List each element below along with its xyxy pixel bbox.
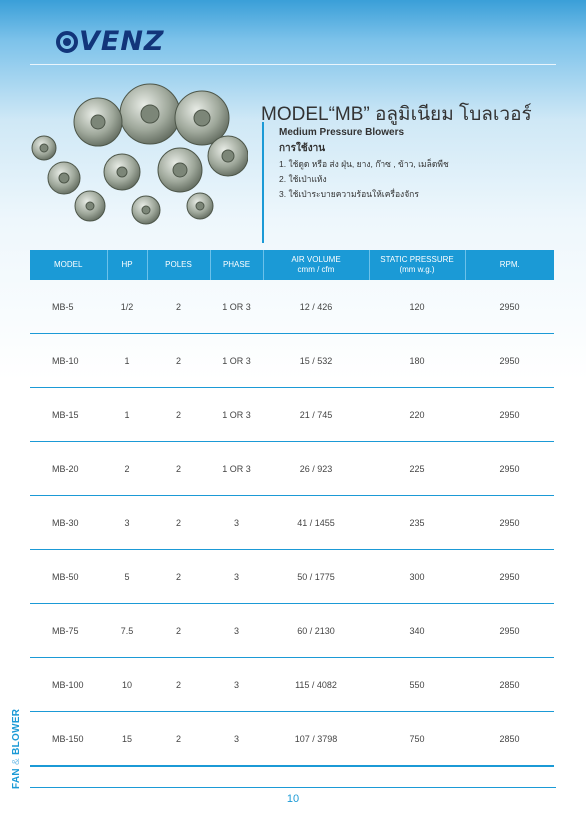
cell-poles: 2 — [147, 550, 210, 604]
cell-rpm: 2850 — [465, 658, 554, 712]
cell-model: MB-100 — [30, 658, 107, 712]
table-row — [30, 442, 554, 496]
air-volume-unit: cmm / cfm — [297, 265, 335, 274]
cell-static-pressure: 550 — [369, 658, 465, 712]
cell-poles: 2 — [147, 604, 210, 658]
cell-phase: 3 — [210, 604, 263, 658]
cell-hp: 1/2 — [107, 280, 147, 334]
cell-rpm: 2950 — [465, 550, 554, 604]
cell-rpm: 2950 — [465, 442, 554, 496]
cell-static-pressure: 750 — [369, 712, 465, 767]
cell-air-volume: 115 / 4082 — [263, 658, 369, 712]
table-row — [30, 280, 554, 334]
cell-static-pressure: 180 — [369, 334, 465, 388]
table-row — [30, 604, 554, 658]
cell-rpm: 2950 — [465, 334, 554, 388]
cell-hp: 1 — [107, 388, 147, 442]
usage-list — [279, 157, 449, 202]
air-volume-label: AIR VOLUME — [291, 255, 341, 264]
page-number: 10 — [286, 793, 300, 805]
cell-phase: 3 — [210, 550, 263, 604]
cell-model: MB-5 — [30, 280, 107, 334]
cell-model: MB-15 — [30, 388, 107, 442]
side-label-amp: & — [11, 758, 22, 765]
col-header-static-pressure — [369, 250, 465, 280]
product-subtitle: Medium Pressure Blowers — [279, 127, 405, 138]
col-header-phase: PHASE — [210, 250, 263, 280]
cell-static-pressure: 225 — [369, 442, 465, 496]
usage-heading: การใช้งาน — [279, 143, 326, 154]
cell-rpm: 2950 — [465, 496, 554, 550]
cell-phase: 1 OR 3 — [210, 388, 263, 442]
cell-static-pressure: 300 — [369, 550, 465, 604]
cell-poles: 2 — [147, 388, 210, 442]
cell-model: MB-75 — [30, 604, 107, 658]
cell-hp: 2 — [107, 442, 147, 496]
cell-phase: 3 — [210, 658, 263, 712]
spec-table — [30, 250, 554, 767]
cell-hp: 1 — [107, 334, 147, 388]
cell-model: MB-150 — [30, 712, 107, 767]
table-row — [30, 496, 554, 550]
cell-static-pressure: 220 — [369, 388, 465, 442]
cell-hp: 5 — [107, 550, 147, 604]
cell-model: MB-10 — [30, 334, 107, 388]
cell-rpm: 2950 — [465, 280, 554, 334]
static-pressure-unit: (mm w.g.) — [399, 265, 435, 274]
cell-rpm: 2950 — [465, 604, 554, 658]
cell-phase: 1 OR 3 — [210, 280, 263, 334]
page-title: MODEL“MB” อลูมิเนียม โบลเวอร์ — [261, 104, 532, 125]
cell-hp: 3 — [107, 496, 147, 550]
cell-poles: 2 — [147, 280, 210, 334]
cell-air-volume: 41 / 1455 — [263, 496, 369, 550]
footer-divider — [30, 787, 556, 788]
fan-blower-side-label — [11, 709, 22, 789]
cell-phase: 3 — [210, 712, 263, 767]
cell-poles: 2 — [147, 334, 210, 388]
title-vertical-rule — [262, 122, 264, 243]
cell-hp: 10 — [107, 658, 147, 712]
usage-item: 1. ใช้ดูด หรือ ส่ง ฝุ่น, ยาง, ก๊าซ , ข้าว, เมล็ดพืช — [279, 159, 449, 169]
col-header-rpm: RPM. — [465, 250, 554, 280]
col-header-air-volume — [263, 250, 369, 280]
cell-air-volume: 26 / 923 — [263, 442, 369, 496]
cell-air-volume: 15 / 532 — [263, 334, 369, 388]
cell-phase: 1 OR 3 — [210, 442, 263, 496]
table-row — [30, 550, 554, 604]
cell-phase: 1 OR 3 — [210, 334, 263, 388]
cell-phase: 3 — [210, 496, 263, 550]
side-label-fan: FAN — [11, 768, 22, 789]
table-row — [30, 658, 554, 712]
table-header-row — [30, 250, 554, 280]
table-row — [30, 388, 554, 442]
col-header-hp: HP — [107, 250, 147, 280]
cell-hp: 15 — [107, 712, 147, 767]
cell-model: MB-30 — [30, 496, 107, 550]
venz-logo — [56, 26, 165, 57]
side-label-blower: BLOWER — [11, 708, 22, 755]
table-row — [30, 712, 554, 767]
col-header-model: MODEL — [30, 250, 107, 280]
usage-item: 2. ใช้เป่าแห้ง — [279, 174, 327, 184]
cell-static-pressure: 120 — [369, 280, 465, 334]
cell-static-pressure: 235 — [369, 496, 465, 550]
cell-poles: 2 — [147, 712, 210, 767]
table-row — [30, 334, 554, 388]
logo-text: VENZ — [79, 26, 165, 57]
cell-rpm: 2850 — [465, 712, 554, 767]
cell-air-volume: 21 / 745 — [263, 388, 369, 442]
cell-air-volume: 60 / 2130 — [263, 604, 369, 658]
cell-model: MB-20 — [30, 442, 107, 496]
blowers-product-photo — [30, 74, 248, 236]
cell-air-volume: 50 / 1775 — [263, 550, 369, 604]
cell-poles: 2 — [147, 442, 210, 496]
cell-air-volume: 107 / 3798 — [263, 712, 369, 767]
cell-air-volume: 12 / 426 — [263, 280, 369, 334]
logo-ring-icon — [56, 31, 78, 53]
cell-static-pressure: 340 — [369, 604, 465, 658]
header-divider — [30, 64, 556, 65]
cell-hp: 7.5 — [107, 604, 147, 658]
static-pressure-label: STATIC PRESSURE — [380, 255, 454, 264]
col-header-poles: POLES — [147, 250, 210, 280]
cell-poles: 2 — [147, 658, 210, 712]
cell-rpm: 2950 — [465, 388, 554, 442]
cell-poles: 2 — [147, 496, 210, 550]
usage-item: 3. ใช้เป่าระบายความร้อนให้เครื่องจักร — [279, 189, 419, 199]
cell-model: MB-50 — [30, 550, 107, 604]
